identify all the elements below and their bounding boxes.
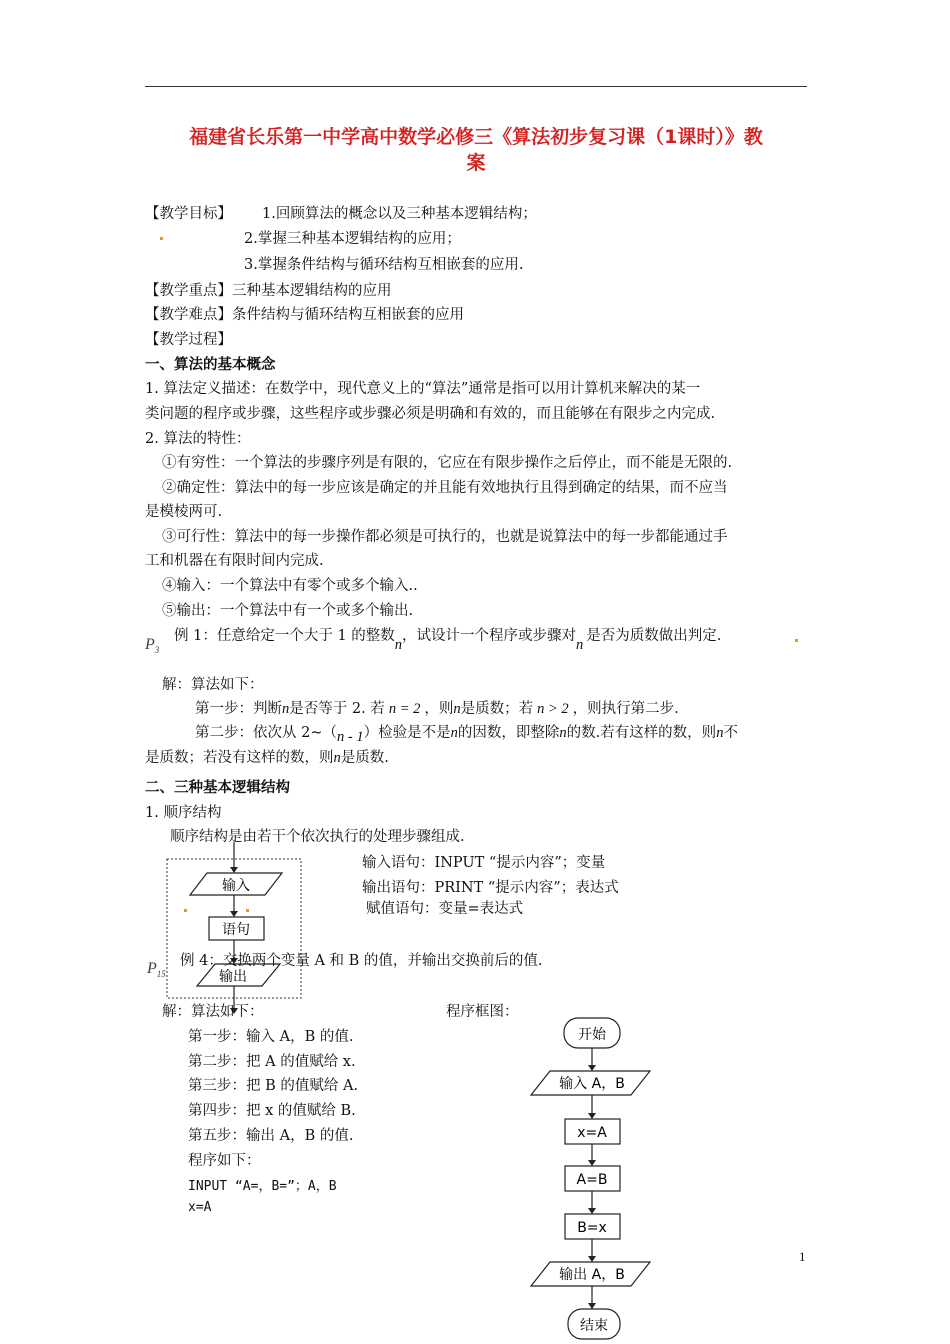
arrow-head [588,1065,596,1071]
program-label: 程序如下： [188,1153,261,1169]
difficulty-row [145,303,464,324]
example1: 例 1：任意给定一个大于 1 的整数n，试设计一个程序或步骤对n是否为质数做出判定. [174,628,722,653]
output-statement: 输出语句：PRINT “提示内容”；表达式 [362,880,619,896]
sequence-description: 顺序结构是由若干个依次执行的处理步骤组成. [170,829,465,845]
arrow-head [588,1303,596,1309]
stray-dot [795,639,798,642]
stray-dot [160,237,163,240]
solution1-step2-cont: 是质数；若没有这样的数，则n是质数. [145,750,389,766]
solution4-step: 第二步：把 A 的值赋给 x. [188,1054,356,1070]
output-label: 输出 A，B [559,1267,625,1283]
page-reference-p15: $P_{15}$ [147,960,166,980]
statement-box-label: 语句 [222,922,250,938]
arrow-head [230,911,238,917]
stray-dot [184,909,187,912]
difficulty-text: 条件结构与循环结构互相嵌套的应用 [232,307,464,323]
process-label: x=A [577,1125,607,1141]
solution1-step2: 第二步：依次从 2~（n - 1）检验是不是n的因数，即整除n的数.若有这样的数，则n不 [195,725,738,745]
end-label: 结束 [580,1318,608,1334]
start-label: 开始 [578,1027,606,1043]
solution4-step: 第五步：输出 A，B 的值. [188,1128,354,1144]
arrow-head [588,1160,596,1166]
difficulty-label: 【教学难点】 [145,307,232,323]
program-code-line: INPUT “A=，B=”；A，B [188,1179,337,1194]
header-rule [145,86,807,87]
output-box-label: 输出 [219,969,247,985]
property-finiteness: ①有穷性：一个算法的步骤序列是有限的，它应在有限步操作之后停止，而不能是无限的. [162,455,733,471]
example4: 例 4：交换两个变量 A 和 B 的值，并输出交换前后的值. [180,953,543,969]
arrow-head [588,1113,596,1119]
definition-line1 [145,377,700,398]
property-feasibility-a: ③可行性：算法中的每一步操作都必须是可执行的，也就是说算法中的每一步都能通过手 [162,529,728,545]
definition-text1: 在数学中，现代意义上的“算法”通常是指可以用计算机来解决的某一 [264,381,701,397]
process-label: A=B [576,1172,608,1188]
definition-line2: 类问题的程序或步骤，这些程序或步骤必须是明确和有效的，而且能够在有限步之内完成. [145,406,716,422]
stray-dot [246,909,249,912]
page-reference-p3: $P_3$ [145,636,160,656]
process-label: B=x [577,1220,607,1236]
property-definiteness-a: ②确定性：算法中的每一步应该是确定的并且能有效地执行且得到确定的结果，而不应当 [162,480,728,496]
solution1-step1: 第一步：判断n是否等于 2. 若 n = 2 ，则n是质数；若 n > 2 ，则执行第二步. [195,701,679,717]
process-label: 【教学过程】 [145,332,232,348]
page-number: 1 [799,1249,806,1264]
sequence-label: 1. 顺序结构 [145,805,222,821]
focus-row [145,279,392,300]
solution4-step: 第三步：把 B 的值赋给 A. [188,1078,359,1094]
assignment-statement: 赋值语句：变量=表达式 [366,901,524,917]
input-box-label: 输入 [222,878,250,894]
arrow-head [588,1256,596,1262]
objectives-label: 【教学目标】 [145,206,232,222]
objective-item-2: 2.掌握三种基本逻辑结构的应用； [244,231,461,247]
property-output: ⑤输出：一个算法中有一个或多个输出. [162,603,414,619]
focus-label: 【教学重点】 [145,283,232,299]
solution1-label: 解：算法如下： [162,677,264,693]
input-statement: 输入语句：INPUT “提示内容”；变量 [362,855,606,871]
property-definiteness-b: 是模棱两可. [145,504,223,520]
document-title-line1: 福建省长乐第一中学高中数学必修三《算法初步复习课（1课时）》教 [189,126,763,148]
document-title-line2: 案 [466,152,486,174]
properties-label: 2. 算法的特性： [145,431,251,447]
section2-heading: 二、三种基本逻辑结构 [145,780,290,796]
property-feasibility-b: 工和机器在有限时间内完成. [145,553,324,569]
sequence-flowchart [140,840,340,1020]
program-code-line: x=A [188,1200,212,1215]
flowchart-label: 程序框图： [446,1004,519,1020]
objective-item-1: 1.回顾算法的概念以及三种基本逻辑结构； [262,206,537,222]
solution4-step: 第一步：输入 A，B 的值. [188,1029,354,1045]
objective-item-3: 3.掌握条件结构与循环结构互相嵌套的应用. [244,257,524,273]
arrow-head [588,1208,596,1214]
input-label: 输入 A，B [559,1076,625,1092]
solution4-step: 第四步：把 x 的值赋给 B. [188,1103,356,1119]
section1-heading: 一、算法的基本概念 [145,357,276,373]
swap-flowchart [525,1015,665,1342]
definition-label: 1. 算法定义描述： [145,381,265,397]
arrow-head [230,867,238,873]
focus-text: 三种基本逻辑结构的应用 [232,283,392,299]
solution4-label: 解：算法如下： [162,1004,264,1020]
property-input: ④输入：一个算法中有零个或多个输入.. [162,578,418,594]
